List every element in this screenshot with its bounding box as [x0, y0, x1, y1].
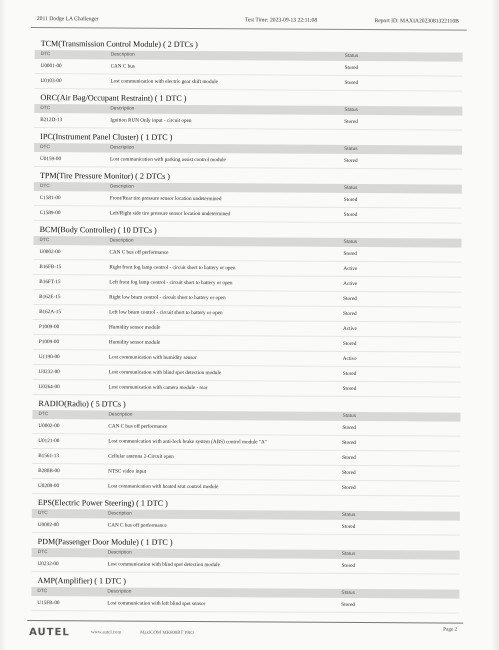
dtc-description: Left front fog lamp control - circuit short to battery or open [109, 279, 233, 287]
website-text: www.autel.com [91, 630, 122, 636]
description-column-header: Description [107, 511, 132, 517]
description-column-header: Description [109, 184, 134, 190]
dtc-column-header: DTC [37, 589, 48, 595]
section-title: EPS(Electric Power Steering) ( 1 DTC ) [37, 498, 168, 508]
dtc-column-header: DTC [39, 184, 50, 190]
dtc-description: Lost communication with parking assist control module [110, 156, 226, 164]
section-title: IPC(Instrument Panel Cluster) ( 1 DTC ) [40, 132, 173, 142]
dtc-status: Stored [342, 469, 356, 476]
dtc-section [28, 497, 464, 536]
dtc-section [30, 38, 466, 92]
dtc-status: Stored [343, 196, 358, 203]
section-title: PDM(Passenger Door Module) ( 1 DTC ) [37, 537, 173, 547]
dtc-code: U0121-00 [38, 438, 60, 445]
page-shadow-left [0, 0, 6, 650]
dtc-description: NTSC video input [108, 468, 147, 475]
status-column-header: Status [344, 146, 358, 152]
table-row [34, 152, 462, 170]
dtc-description: Lost communication with heated seat control module [108, 483, 219, 491]
dtc-column-header: DTC [38, 412, 49, 418]
dtc-code: P1009-00 [38, 324, 60, 331]
dtc-column-header: DTC [40, 52, 51, 58]
description-column-header: Description [108, 412, 133, 418]
dtc-status: Stored [342, 340, 357, 347]
dtc-status: Stored [344, 118, 358, 125]
dtc-status: Stored [342, 484, 356, 491]
dtc-column-header: DTC [37, 511, 48, 517]
dtc-status: Stored [344, 79, 359, 86]
table-row [32, 557, 460, 575]
vehicle-name: 2011 Dodge LA Challenger [36, 16, 99, 23]
dtc-status: Stored [342, 370, 357, 377]
table-row [33, 380, 461, 398]
dtc-code: U0001-00 [40, 63, 62, 70]
description-column-header: Description [110, 52, 135, 58]
dtc-description: Left/Right side tire pressure sensor location undetermined [109, 210, 231, 218]
dtc-sections [27, 38, 467, 617]
dtc-description: CAN C bus off performance [109, 249, 169, 256]
dtc-code: U0002-00 [37, 522, 59, 529]
report-footer [27, 614, 463, 647]
dtc-section [29, 224, 466, 398]
dtc-status: Stored [341, 562, 356, 569]
dtc-code: C1581-00 [39, 195, 61, 202]
dtc-code: U0232-00 [37, 561, 59, 568]
section-title: TCM(Transmission Control Module) ( 2 DTCs ) [40, 39, 198, 50]
dtc-status: Active [342, 355, 357, 362]
section-title: TPM(Tire Pressure Monitor) ( 2 DTCs ) [39, 171, 171, 181]
report-sheet [27, 0, 467, 650]
dtc-status: Stored [343, 310, 357, 317]
dtc-section [30, 131, 466, 170]
status-column-header: Status [341, 512, 356, 518]
device-model: MaxiCOM MK808BT PRO [140, 630, 194, 637]
footer-divider [27, 620, 463, 624]
dtc-status: Stored [343, 211, 358, 218]
dtc-code: U15FB-00 [37, 600, 60, 607]
page-shadow-right [491, 0, 499, 650]
header-divider [31, 27, 467, 31]
dtc-status: Stored [342, 385, 357, 392]
description-column-header: Description [107, 589, 132, 595]
description-column-header: Description [110, 106, 135, 112]
dtc-description: CAN C bus off performance [108, 423, 168, 430]
dtc-code: P1009-00 [38, 339, 60, 346]
dtc-column-header: DTC [40, 106, 51, 112]
page-number: Page 2 [443, 626, 458, 633]
dtc-status: Stored [343, 250, 358, 257]
status-column-header: Status [344, 53, 359, 60]
dtc-description: Right low beam control - circuit short to battery or open [109, 294, 226, 302]
section-title: AMP(Amplifier) ( 1 DTC ) [37, 576, 127, 586]
dtc-status: Active [342, 325, 357, 332]
table-row [31, 596, 459, 614]
dtc-code: B16FT-15 [39, 279, 61, 286]
dtc-description: Lost communication with electric gear shift module [110, 78, 218, 86]
dtc-column-header: DTC [37, 550, 48, 556]
dtc-status: Active [343, 265, 358, 272]
dtc-status: Stored [342, 454, 356, 461]
status-column-header: Status [342, 413, 357, 419]
dtc-description: Right front fog lamp control - circuit short to battery or open [109, 264, 236, 272]
description-column-header: Description [110, 145, 135, 151]
dtc-description: Left low beam control - circuit short to battery or open [109, 309, 223, 317]
dtc-description: Lost communication with left blind spot sensor [107, 600, 206, 608]
dtc-description: Lost communication with blind spot detection module [107, 561, 220, 569]
dtc-code: B162E-15 [39, 294, 61, 301]
dtc-description: Lost communication with camera module - rear [108, 384, 208, 392]
status-column-header: Status [343, 239, 358, 245]
dtc-code: U0002-00 [39, 249, 61, 256]
dtc-description: Ignition RUN Only input - circuit open [110, 117, 192, 124]
table-row [34, 113, 462, 131]
dtc-code: U1190-00 [38, 354, 60, 361]
section-title: ORC(Air Bag/Occupant Restraint) ( 1 DTC ) [40, 93, 187, 103]
dtc-code: B1561-13 [38, 453, 59, 460]
table-row [34, 206, 462, 224]
dtc-description: CAN C bus [110, 63, 135, 70]
dtc-section [30, 92, 466, 131]
dtc-status: Active [343, 280, 358, 287]
dtc-code: C1589-00 [39, 210, 61, 217]
dtc-description: Cellular antenna 2-Circuit open [108, 453, 174, 460]
status-column-header: Status [344, 107, 358, 113]
dtc-description: Humidity sensor module [108, 324, 161, 331]
dtc-description: Lost communication with humidity sensor [108, 354, 197, 362]
section-title: RADIO(Radio) ( 5 DTCs ) [38, 399, 126, 409]
dtc-code: U0264-00 [38, 384, 60, 391]
dtc-status: Stored [344, 157, 358, 164]
dtc-status: Stored [342, 424, 356, 431]
dtc-section [28, 398, 465, 497]
dtc-description: Lost communication with blind spot detection module [108, 369, 222, 377]
dtc-status: Stored [341, 523, 356, 530]
dtc-section [27, 575, 463, 614]
dtc-section [30, 170, 466, 224]
table-row [32, 479, 460, 497]
test-time: Test Time: 2023-09-13 22:11:08 [244, 17, 318, 24]
section-title: BCM(Body Controller) ( 10 DTCs ) [39, 225, 157, 235]
dtc-code: U0232-00 [38, 369, 60, 376]
dtc-code: U0159-00 [40, 156, 62, 163]
dtc-code: U0002-00 [38, 423, 60, 430]
table-row [32, 518, 460, 536]
dtc-description: Lost communication with anti-lock brake system (ABS) control module "A" [108, 438, 267, 446]
dtc-status: Stored [344, 64, 359, 71]
dtc-status: Stored [341, 601, 355, 608]
description-column-header: Description [109, 238, 134, 244]
dtc-code: U0208-00 [38, 483, 60, 490]
dtc-column-header: DTC [40, 145, 50, 151]
dtc-code: U0103-00 [40, 78, 62, 85]
status-column-header: Status [341, 551, 356, 557]
dtc-section [28, 536, 464, 575]
dtc-description: Front/Rear tire pressure sensor location undetermined [109, 195, 222, 203]
dtc-status: Stored [342, 439, 356, 446]
report-header [31, 15, 467, 30]
dtc-code: B212D-13 [40, 117, 63, 124]
status-column-header: Status [343, 185, 358, 191]
status-column-header: Status [341, 590, 356, 596]
dtc-code: B280B-00 [38, 468, 60, 475]
dtc-code: B16FB-15 [39, 264, 62, 271]
dtc-code: B162A-15 [39, 309, 62, 316]
dtc-status: Stored [343, 295, 357, 302]
report-id: Report ID: MAXIA2023081322110B [374, 18, 459, 25]
dtc-description: CAN C bus off performance [107, 522, 167, 529]
autel-logo: AUTEL [29, 627, 70, 639]
description-column-header: Description [107, 550, 132, 556]
dtc-column-header: DTC [39, 238, 50, 244]
table-row [34, 74, 462, 92]
dtc-description: Humidity sensor module [108, 339, 161, 346]
